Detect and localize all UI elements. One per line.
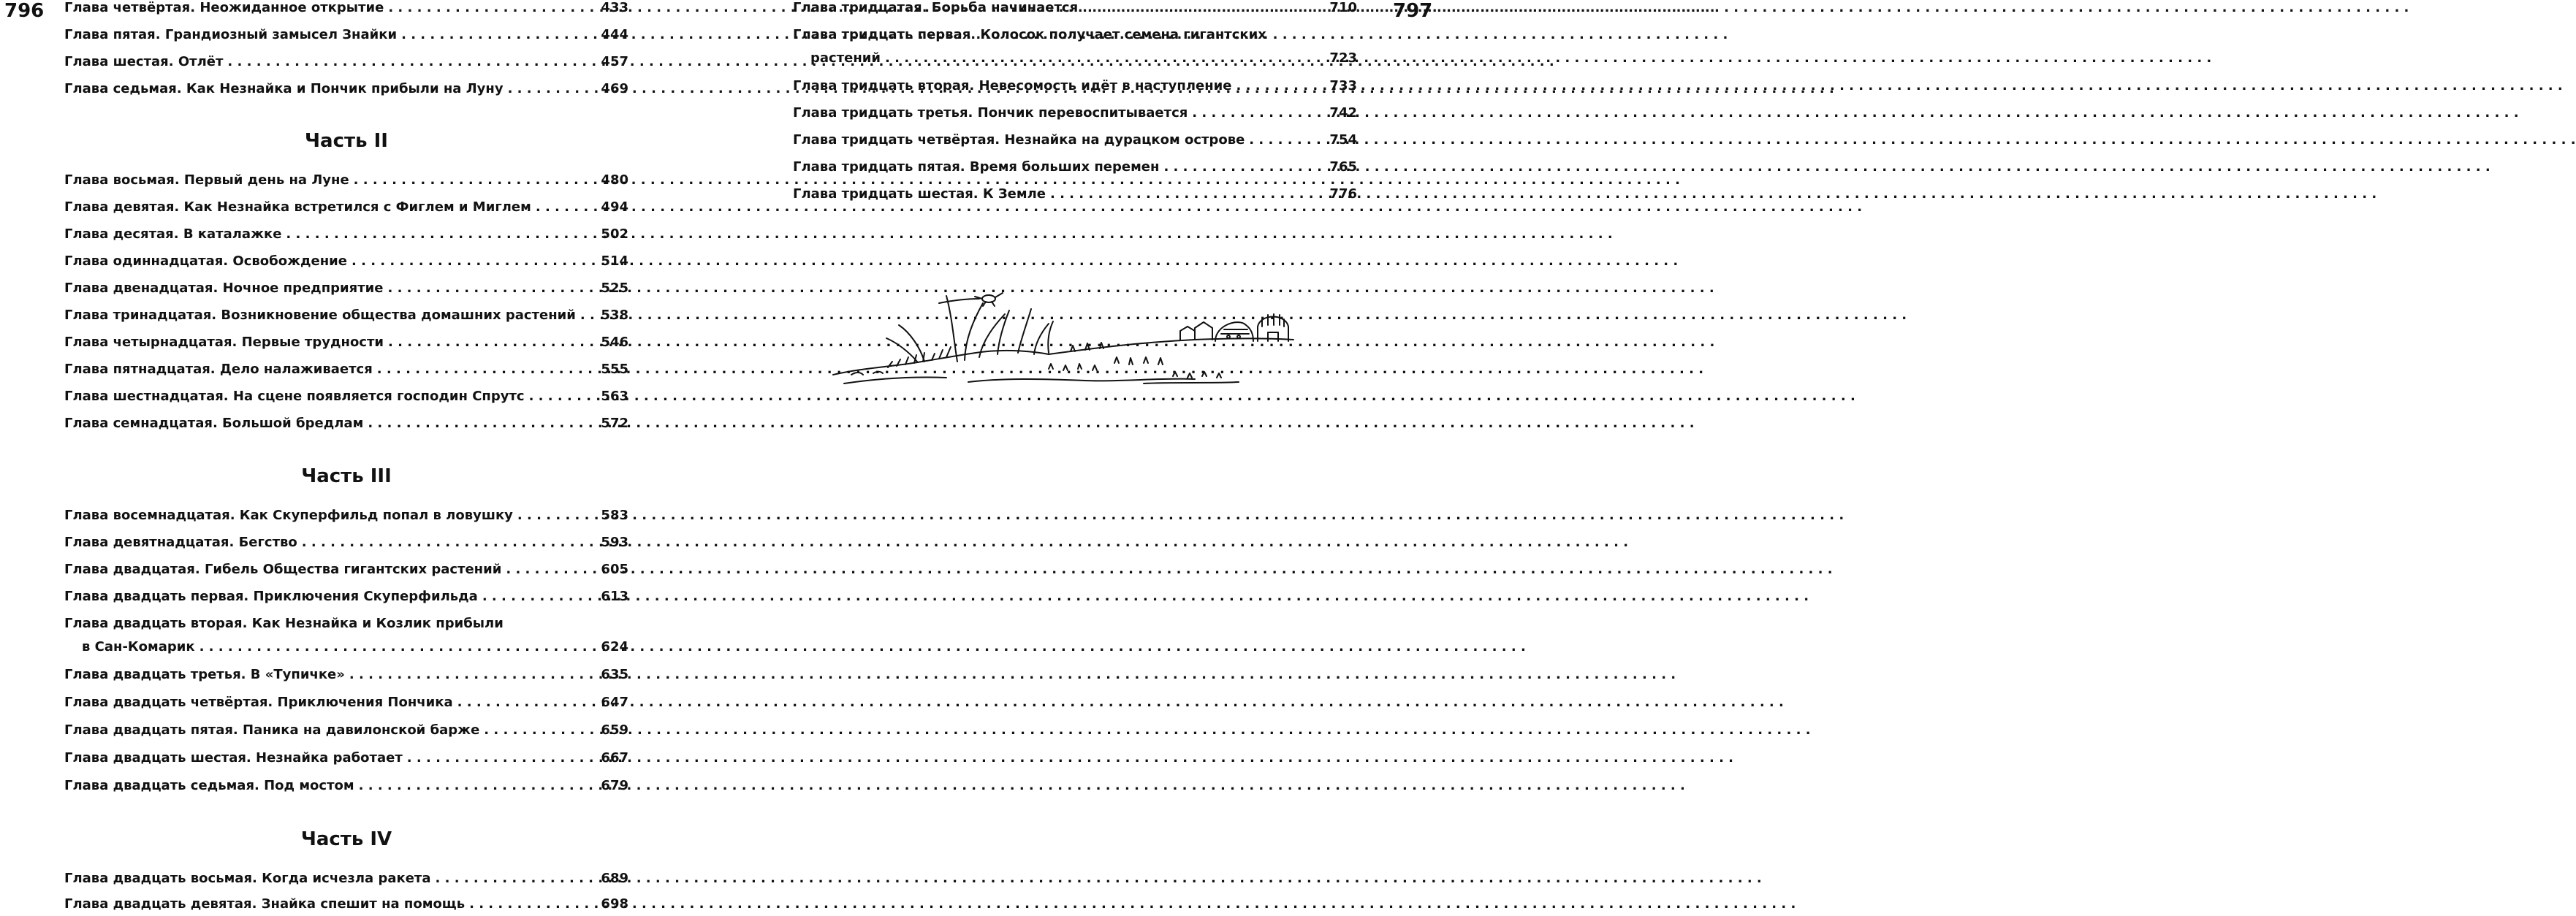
leader-dots <box>349 667 597 683</box>
toc-entry-page: 593 <box>601 535 628 550</box>
toc-entry-page: 723 <box>1329 50 1357 66</box>
leader-dots <box>227 54 596 70</box>
toc-entry[interactable] <box>64 750 628 766</box>
toc-entry-title: Глава двадцать восьмая. Когда исчезла ракета <box>64 871 431 886</box>
toc-entry-title: Глава шестая. Отлёт <box>64 54 224 69</box>
toc-entry-page: 754 <box>1329 132 1357 148</box>
toc-entry-title: Глава десятая. В каталажке <box>64 226 282 242</box>
toc-entry-page: 689 <box>601 871 628 886</box>
toc-entry-page: 605 <box>601 562 628 577</box>
leader-dots <box>401 27 596 43</box>
toc-entry-page: 733 <box>1329 78 1357 93</box>
toc-entry[interactable] <box>64 0 628 16</box>
toc-entry[interactable] <box>64 27 628 43</box>
leader-dots <box>506 562 596 578</box>
toc-entry-page: 647 <box>601 695 628 710</box>
leader-dots <box>359 778 597 794</box>
page-number-right: 797 <box>1393 0 1433 22</box>
toc-entry-page: 679 <box>601 778 628 793</box>
toc-entry[interactable] <box>64 416 628 432</box>
toc-entry-title: Глава шестнадцатая. На сцене появляется господин Спрутс <box>64 389 525 404</box>
leader-dots <box>885 50 1325 66</box>
toc-entry-title: Глава девятнадцатая. Бегство <box>64 535 297 550</box>
toc-entry-title: Глава пятнадцатая. Дело налаживается <box>64 362 373 377</box>
toc-entry-page: 502 <box>601 226 628 242</box>
leader-dots <box>1163 159 1325 175</box>
toc-entry[interactable] <box>64 81 628 97</box>
toc-entry[interactable] <box>793 186 1357 202</box>
leader-dots <box>200 639 597 655</box>
leader-dots <box>529 389 597 405</box>
toc-entry-title: Глава одиннадцатая. Освобождение <box>64 253 347 269</box>
toc-entry[interactable] <box>64 535 628 551</box>
toc-entry[interactable] <box>64 589 628 605</box>
leader-dots <box>457 695 597 711</box>
toc-entry-page: 444 <box>601 27 628 42</box>
toc-entry-page: 776 <box>1329 186 1357 202</box>
landscape-sketch-icon <box>829 281 1297 391</box>
toc-entry-title-line2: растений <box>810 50 881 66</box>
leader-dots <box>1236 78 1325 94</box>
toc-entry[interactable] <box>64 562 628 578</box>
toc-entry-title: Глава семнадцатая. Большой бредлам <box>64 416 364 431</box>
toc-entry-title: Глава тринадцатая. Возникновение общества домашних растений <box>64 308 576 323</box>
toc-entry-title: Глава четвёртая. Неожиданное открытие <box>64 0 384 15</box>
toc-entry-title: Глава пятая. Грандиозный замысел Знайки <box>64 27 398 42</box>
toc-entry-page: 525 <box>601 280 628 296</box>
toc-entry[interactable] <box>793 132 1357 148</box>
toc-entry[interactable] <box>64 199 628 215</box>
leader-dots <box>1249 132 1325 148</box>
toc-entry[interactable] <box>64 896 628 912</box>
toc-entry-title-line2: в Сан-Комарик <box>82 639 195 654</box>
leader-dots <box>508 81 597 97</box>
toc-entry[interactable] <box>64 54 628 70</box>
toc-entry-title: Глава двадцать четвёртая. Приключения Пончика <box>64 695 453 710</box>
toc-entry-page: 583 <box>601 508 628 523</box>
toc-entry-page: 514 <box>601 253 628 269</box>
toc-entry[interactable] <box>793 159 1357 175</box>
toc-entry[interactable] <box>64 253 628 270</box>
toc-entry[interactable] <box>793 105 1357 121</box>
toc-entry-title: Глава тридцать третья. Пончик перевоспитывается <box>793 105 1188 121</box>
toc-entry-title: Глава двадцать третья. В «Тупичке» <box>64 667 345 682</box>
toc-entry-page: 563 <box>601 389 628 404</box>
toc-entry-page: 538 <box>601 308 628 323</box>
toc-entry-title-line1: Глава двадцать вторая. Как Незнайка и Козлик прибыли <box>64 616 504 631</box>
leader-dots <box>517 508 597 524</box>
leader-dots <box>354 172 597 188</box>
toc-entry-page: 613 <box>601 589 628 604</box>
part-heading: Часть II <box>305 130 388 152</box>
toc-entry-page: 698 <box>601 896 628 912</box>
toc-entry-page: 635 <box>601 667 628 682</box>
leader-dots <box>387 280 596 297</box>
toc-entry[interactable] <box>64 778 628 794</box>
leader-dots <box>482 589 597 605</box>
toc-entry[interactable] <box>64 695 628 711</box>
toc-entry-page: 710 <box>1329 0 1357 15</box>
toc-entry-title: Глава двадцать пятая. Паника на давилонской барже <box>64 722 480 738</box>
leader-dots <box>352 253 596 270</box>
toc-entry[interactable] <box>64 335 628 351</box>
toc-entry-page: 555 <box>601 362 628 377</box>
leader-dots <box>407 750 597 766</box>
toc-entry-title: Глава тридцатая. Борьба начинается <box>793 0 1079 15</box>
toc-entry-page: 480 <box>601 172 628 188</box>
toc-entry-title: Глава тридцать шестая. К Земле <box>793 186 1046 202</box>
leader-dots <box>302 535 597 551</box>
toc-entry[interactable] <box>64 280 628 297</box>
toc-entry-title: Глава двадцать седьмая. Под мостом <box>64 778 354 793</box>
toc-entry[interactable] <box>64 871 628 887</box>
toc-entry-title: Глава девятая. Как Незнайка встретился с Фиглем и Миглем <box>64 199 531 215</box>
toc-entry-page: 457 <box>601 54 628 69</box>
leader-dots <box>1050 186 1325 202</box>
leader-dots <box>469 896 596 912</box>
part-heading: Часть III <box>301 465 392 487</box>
page-number-left: 796 <box>4 0 45 22</box>
toc-entry-page: 765 <box>1329 159 1357 175</box>
toc-entry[interactable] <box>793 0 1357 16</box>
toc-entry[interactable] <box>64 389 628 405</box>
toc-entry[interactable] <box>64 362 628 378</box>
toc-entry[interactable] <box>793 27 1357 66</box>
toc-entry-page: 546 <box>601 335 628 350</box>
leader-dots <box>388 335 596 351</box>
toc-entry-title: Глава двадцать шестая. Незнайка работает <box>64 750 403 766</box>
toc-entry[interactable] <box>64 616 628 655</box>
toc-entry-title: Глава двенадцатая. Ночное предприятие <box>64 280 384 296</box>
toc-entry-title: Глава четырнадцатая. Первые трудности <box>64 335 384 350</box>
toc-entry-title: Глава тридцать пятая. Время больших перемен <box>793 159 1160 175</box>
toc-entry-page: 659 <box>601 722 628 738</box>
toc-entry[interactable] <box>64 172 628 188</box>
toc-entry-title: Глава двадцать девятая. Знайка спешит на помощь <box>64 896 466 912</box>
leader-dots <box>377 362 597 378</box>
toc-entry-title: Глава восемнадцатая. Как Скуперфильд попал в ловушку <box>64 508 513 523</box>
toc-entry-title: Глава двадцатая. Гибель Общества гигантских растений <box>64 562 502 577</box>
leader-dots <box>484 722 596 738</box>
toc-entry[interactable] <box>64 508 628 524</box>
toc-entry-page: 469 <box>601 81 628 96</box>
part-heading: Часть IV <box>300 828 392 850</box>
toc-entry[interactable] <box>64 308 628 324</box>
toc-entry-page: 742 <box>1329 105 1357 121</box>
leader-dots <box>1192 105 1325 121</box>
leader-dots <box>1082 0 1325 16</box>
toc-entry-title: Глава тридцать четвёртая. Незнайка на дурацком острове <box>793 132 1245 148</box>
toc-entry-title-line1: Глава тридцать первая. Колосок получает семена гигантских <box>793 27 1266 42</box>
toc-entry[interactable] <box>64 722 628 738</box>
toc-entry-title: Глава восьмая. Первый день на Луне <box>64 172 349 188</box>
toc-entry-page: 667 <box>601 750 628 766</box>
toc-entry-title: Глава седьмая. Как Незнайка и Пончик прибыли на Луну <box>64 81 504 96</box>
toc-entry-page: 433 <box>601 0 628 15</box>
toc-entry-title: Глава двадцать первая. Приключения Скуперфильда <box>64 589 478 604</box>
toc-entry-page: 494 <box>601 199 628 215</box>
leader-dots <box>536 199 597 215</box>
leader-dots <box>436 871 597 887</box>
leader-dots <box>388 0 596 16</box>
toc-entry[interactable] <box>64 226 628 243</box>
leader-dots <box>368 416 596 432</box>
leader-dots <box>580 308 597 324</box>
toc-entry-title: Глава тридцать вторая. Невесомость идёт в наступление <box>793 78 1232 93</box>
toc-entry[interactable] <box>793 78 1357 94</box>
leader-dots <box>286 226 596 243</box>
toc-entry-page: 624 <box>601 639 628 654</box>
toc-entry[interactable] <box>64 667 628 683</box>
toc-entry-page: 572 <box>601 416 628 431</box>
